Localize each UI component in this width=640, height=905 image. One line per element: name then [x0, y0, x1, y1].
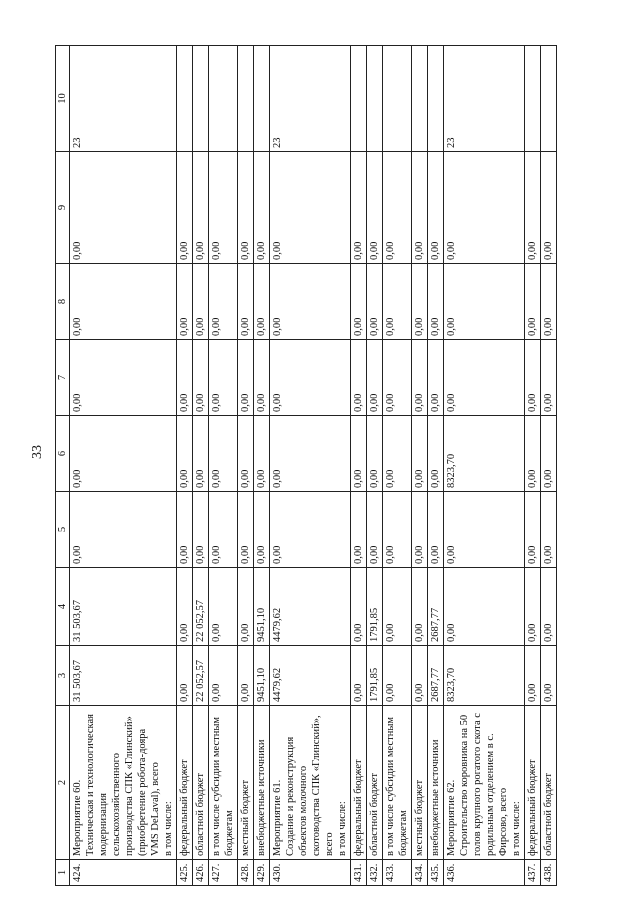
cell-value: 0,00 — [254, 264, 270, 340]
row-number: 430. — [270, 860, 351, 886]
cell-value: 4479,62 — [270, 646, 351, 706]
cell-value: 0,00 — [209, 568, 238, 646]
cell-value: 0,00 — [428, 152, 444, 264]
cell-value: 0,00 — [367, 416, 383, 492]
cell-value: 0,00 — [193, 416, 209, 492]
cell-value: 8323,70 — [444, 646, 525, 706]
table-row — [193, 46, 209, 886]
cell-value: 0,00 — [383, 152, 412, 264]
table-row — [177, 46, 193, 886]
row-description: федеральный бюджет — [351, 706, 367, 860]
cell-value: 0,00 — [383, 416, 412, 492]
table-row — [428, 46, 444, 886]
cell-value: 0,00 — [412, 568, 428, 646]
column-header-9: 9 — [56, 152, 70, 264]
cell-value: 0,00 — [238, 152, 254, 264]
cell-value: 0,00 — [209, 340, 238, 416]
row-description: местный бюджет — [238, 706, 254, 860]
cell-value: 0,00 — [383, 568, 412, 646]
header-row — [56, 46, 70, 886]
cell-value: 31 503,67 — [70, 646, 177, 706]
cell-value: 0,00 — [412, 492, 428, 568]
table-row — [367, 46, 383, 886]
cell-value — [177, 46, 193, 152]
cell-value: 0,00 — [254, 416, 270, 492]
column-header-7: 7 — [56, 340, 70, 416]
cell-value: 0,00 — [193, 492, 209, 568]
cell-value: 0,00 — [525, 264, 541, 340]
cell-value: 0,00 — [541, 340, 557, 416]
cell-value: 22 052,57 — [193, 568, 209, 646]
cell-value: 0,00 — [541, 264, 557, 340]
cell-value: 23 — [270, 46, 351, 152]
cell-value: 0,00 — [351, 152, 367, 264]
column-header-10: 10 — [56, 46, 70, 152]
column-header-2: 2 — [56, 706, 70, 860]
cell-value: 0,00 — [428, 492, 444, 568]
table-row — [525, 46, 541, 886]
cell-value: 0,00 — [412, 646, 428, 706]
cell-value: 9451,10 — [254, 568, 270, 646]
row-description: областной бюджет — [367, 706, 383, 860]
cell-value: 0,00 — [525, 492, 541, 568]
column-header-6: 6 — [56, 416, 70, 492]
cell-value: 0,00 — [525, 646, 541, 706]
cell-value: 0,00 — [541, 568, 557, 646]
column-header-4: 4 — [56, 568, 70, 646]
cell-value: 0,00 — [541, 416, 557, 492]
cell-value: 0,00 — [238, 264, 254, 340]
row-description: областной бюджет — [541, 706, 557, 860]
cell-value: 0,00 — [238, 646, 254, 706]
table-body — [70, 46, 557, 886]
cell-value: 0,00 — [193, 152, 209, 264]
row-number: 427. — [209, 860, 238, 886]
cell-value: 0,00 — [351, 416, 367, 492]
cell-value: 0,00 — [209, 264, 238, 340]
row-number: 437. — [525, 860, 541, 886]
cell-value: 0,00 — [367, 340, 383, 416]
row-number: 426. — [193, 860, 209, 886]
page-number: 33 — [30, 445, 45, 459]
cell-value: 0,00 — [525, 340, 541, 416]
cell-value — [351, 46, 367, 152]
cell-value: 0,00 — [351, 646, 367, 706]
cell-value: 0,00 — [428, 264, 444, 340]
cell-value: 0,00 — [412, 264, 428, 340]
cell-value: 0,00 — [270, 416, 351, 492]
row-number: 436. — [444, 860, 525, 886]
cell-value: 0,00 — [428, 416, 444, 492]
cell-value: 0,00 — [428, 340, 444, 416]
row-number: 428. — [238, 860, 254, 886]
cell-value: 0,00 — [193, 264, 209, 340]
cell-value: 9451,10 — [254, 646, 270, 706]
cell-value: 0,00 — [412, 340, 428, 416]
cell-value: 0,00 — [177, 646, 193, 706]
table-row — [70, 46, 177, 886]
column-header-8: 8 — [56, 264, 70, 340]
cell-value: 22 052,57 — [193, 646, 209, 706]
cell-value: 0,00 — [193, 340, 209, 416]
budget-table-container — [55, 46, 585, 886]
cell-value — [238, 46, 254, 152]
cell-value — [412, 46, 428, 152]
row-number: 425. — [177, 860, 193, 886]
cell-value: 0,00 — [177, 416, 193, 492]
table-row — [383, 46, 412, 886]
table-row — [351, 46, 367, 886]
cell-value: 0,00 — [367, 264, 383, 340]
row-description: в том числе субсидии местным бюджетам — [383, 706, 412, 860]
column-header-1: 1 — [56, 860, 70, 886]
row-number: 431. — [351, 860, 367, 886]
cell-value: 0,00 — [351, 340, 367, 416]
row-description: внебюджетные источники — [428, 706, 444, 860]
row-description: в том числе субсидии местным бюджетам — [209, 706, 238, 860]
cell-value: 0,00 — [254, 492, 270, 568]
row-number: 438. — [541, 860, 557, 886]
cell-value: 1791,85 — [367, 568, 383, 646]
row-description: внебюджетные источники — [254, 706, 270, 860]
cell-value: 0,00 — [209, 646, 238, 706]
cell-value: 0,00 — [270, 492, 351, 568]
cell-value: 0,00 — [351, 568, 367, 646]
cell-value: 0,00 — [177, 152, 193, 264]
cell-value: 0,00 — [254, 340, 270, 416]
cell-value: 0,00 — [70, 340, 177, 416]
cell-value: 0,00 — [444, 152, 525, 264]
cell-value: 0,00 — [177, 264, 193, 340]
row-number: 424. — [70, 860, 177, 886]
cell-value: 0,00 — [541, 152, 557, 264]
cell-value: 1791,85 — [367, 646, 383, 706]
cell-value — [193, 46, 209, 152]
cell-value: 23 — [444, 46, 525, 152]
column-header-3: 3 — [56, 646, 70, 706]
cell-value: 0,00 — [238, 568, 254, 646]
cell-value: 0,00 — [444, 568, 525, 646]
cell-value: 0,00 — [209, 152, 238, 264]
column-header-5: 5 — [56, 492, 70, 568]
cell-value: 0,00 — [238, 340, 254, 416]
cell-value: 0,00 — [541, 492, 557, 568]
table-row — [270, 46, 351, 886]
cell-value: 2687,77 — [428, 568, 444, 646]
cell-value — [525, 46, 541, 152]
table-row — [254, 46, 270, 886]
cell-value: 0,00 — [367, 492, 383, 568]
cell-value: 0,00 — [270, 264, 351, 340]
cell-value: 0,00 — [383, 646, 412, 706]
cell-value: 0,00 — [412, 152, 428, 264]
cell-value: 0,00 — [412, 416, 428, 492]
cell-value: 0,00 — [177, 492, 193, 568]
table-row — [444, 46, 525, 886]
cell-value — [367, 46, 383, 152]
cell-value: 0,00 — [525, 568, 541, 646]
row-description: местный бюджет — [412, 706, 428, 860]
cell-value: 0,00 — [70, 152, 177, 264]
cell-value — [428, 46, 444, 152]
cell-value — [254, 46, 270, 152]
cell-value: 0,00 — [383, 340, 412, 416]
table-row — [238, 46, 254, 886]
cell-value — [541, 46, 557, 152]
cell-value: 0,00 — [367, 152, 383, 264]
cell-value: 4479,62 — [270, 568, 351, 646]
cell-value — [209, 46, 238, 152]
row-number: 429. — [254, 860, 270, 886]
cell-value: 0,00 — [177, 340, 193, 416]
row-number: 432. — [367, 860, 383, 886]
cell-value: 0,00 — [270, 152, 351, 264]
row-description: Мероприятие 60. Техническая и технологическая модернизация сельскохозяйственного производства СПК «Глинский» (приобретение робота-дояра VMS DeLaval), всего в том числе: — [70, 706, 177, 860]
cell-value: 0,00 — [383, 492, 412, 568]
cell-value: 0,00 — [209, 492, 238, 568]
row-description: федеральный бюджет — [525, 706, 541, 860]
row-description: Мероприятие 62. Строительство коровника на 50 голов крупного рогатого скота с родильным отделением в с. Фирсово, всего в том числе: — [444, 706, 525, 860]
budget-table — [55, 45, 557, 886]
cell-value: 0,00 — [70, 264, 177, 340]
cell-value: 8323,70 — [444, 416, 525, 492]
cell-value: 0,00 — [525, 416, 541, 492]
cell-value: 0,00 — [444, 264, 525, 340]
table-row — [209, 46, 238, 886]
cell-value: 0,00 — [444, 340, 525, 416]
row-description: федеральный бюджет — [177, 706, 193, 860]
cell-value: 0,00 — [177, 568, 193, 646]
row-description: Мероприятие 61. Создание и реконструкция объектов молочного скотоводства СПК «Глинский», всего в том числе: — [270, 706, 351, 860]
cell-value: 2687,77 — [428, 646, 444, 706]
table-row — [412, 46, 428, 886]
table-row — [541, 46, 557, 886]
row-number: 433. — [383, 860, 412, 886]
cell-value: 0,00 — [525, 152, 541, 264]
cell-value: 0,00 — [351, 264, 367, 340]
cell-value: 0,00 — [238, 416, 254, 492]
cell-value: 0,00 — [383, 264, 412, 340]
cell-value: 0,00 — [270, 340, 351, 416]
cell-value: 31 503,67 — [70, 568, 177, 646]
row-number: 434. — [412, 860, 428, 886]
row-description: областной бюджет — [193, 706, 209, 860]
cell-value — [383, 46, 412, 152]
cell-value: 0,00 — [444, 492, 525, 568]
cell-value: 0,00 — [238, 492, 254, 568]
cell-value: 0,00 — [541, 646, 557, 706]
cell-value: 0,00 — [351, 492, 367, 568]
cell-value: 0,00 — [70, 492, 177, 568]
cell-value: 0,00 — [254, 152, 270, 264]
row-number: 435. — [428, 860, 444, 886]
cell-value: 23 — [70, 46, 177, 152]
cell-value: 0,00 — [70, 416, 177, 492]
cell-value: 0,00 — [209, 416, 238, 492]
